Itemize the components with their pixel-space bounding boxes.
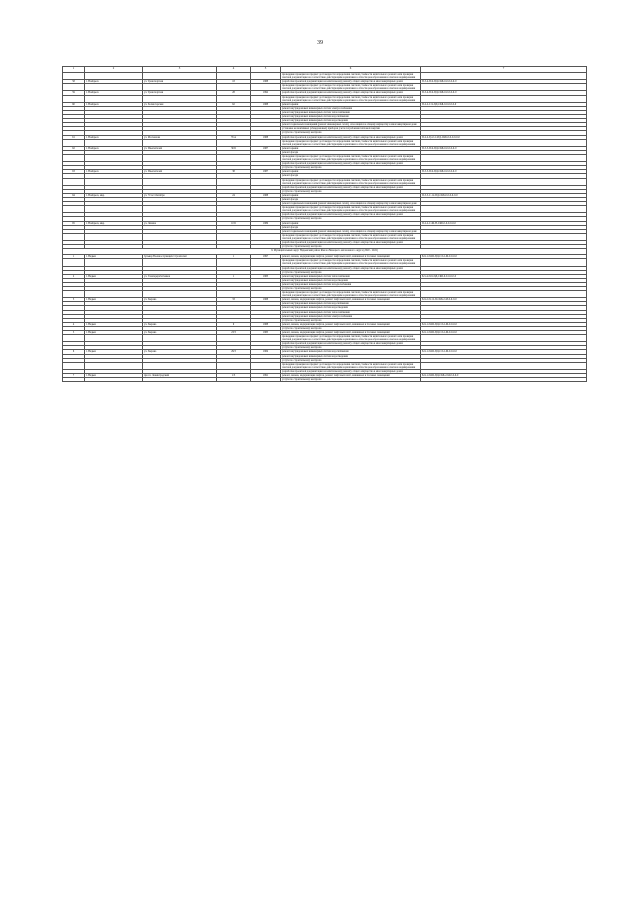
house-cell — [217, 178, 251, 185]
object-code-cell — [421, 154, 587, 161]
repair-program-table — [62, 66, 587, 382]
street-cell — [143, 84, 217, 91]
work-type-cell: проведение проверки на предмет достоверности определения сметной стоимости капитального ремонта или проверки сметной документации на соответствие действующим нормативам в области ценообразования в сметном нормировании — [281, 259, 421, 266]
work-type-cell: ремонт крыши — [281, 221, 421, 225]
column-number: 2 — [85, 67, 143, 73]
city-cell: г. Надым — [85, 274, 143, 278]
work-type-cell: ремонт фасада — [281, 225, 421, 229]
year-cell — [251, 95, 281, 102]
table-row — [63, 73, 587, 80]
year-cell: 1988 — [251, 102, 281, 106]
city-cell: г. Ноябрьск — [85, 80, 143, 84]
row-number: 58 — [63, 80, 85, 84]
work-type-cell: ремонт внутридомовых инженерных систем электроснабжения — [281, 106, 421, 110]
year-cell: 1997 — [251, 255, 281, 259]
work-type-cell: ремонт, замена, модернизация лифтов, ремонт лифтовых шахт, машинных и блочных помещений — [281, 374, 421, 378]
object-code-cell: П-2-2-С-9-ПД-СКБ-0-0-0-0-0-0 — [421, 102, 587, 106]
work-type-cell: услуги по строительному контролю — [281, 318, 421, 322]
work-type-cell: услуги по строительному контролю — [281, 189, 421, 193]
work-type-cell: ремонт, замена, модернизация лифтов, ремонт лифтовых шахт, машинных и блочных помещений — [281, 331, 421, 335]
object-code-cell: П-5-4-П-9-ПД-СКБ-0-0-0-0-0-0 — [421, 80, 587, 84]
street-cell — [143, 95, 217, 102]
work-type-cell: проведение проверки на предмет достоверности определения сметной стоимости капитального ремонта или проверки сметной документации на соответствие действующим нормативам в области ценообразования в сметном нормировании — [281, 154, 421, 161]
object-code-cell — [421, 206, 587, 213]
city-cell — [85, 291, 143, 298]
street-cell — [143, 291, 217, 298]
year-cell — [251, 73, 281, 80]
table-row — [63, 206, 587, 213]
table-row — [63, 178, 587, 185]
row-number: 2 — [63, 274, 85, 278]
street-cell: ул. Газоперерабатчиков — [143, 274, 217, 278]
street-cell: ул. Зверева — [143, 331, 217, 335]
table-row — [63, 154, 587, 161]
work-type-cell: услуги по строительному контролю — [281, 166, 421, 170]
street-cell: ул. Транспортная — [143, 91, 217, 95]
object-code-cell: Б-9-2-П-12-П-СКБ-2-М-0-0-0-0 — [421, 298, 587, 302]
city-cell: г. Ноябрьск — [85, 135, 143, 139]
row-number — [63, 178, 85, 185]
street-cell: ул. Транспортная — [143, 80, 217, 84]
work-type-cell: ремонт крыши — [281, 193, 421, 197]
work-type-cell: проведение проверки на предмет достоверности определения сметной стоимости капитального ремонта или проверки сметной документации на соответствие действующим нормативам в области ценообразования в сметном нормировании — [281, 73, 421, 80]
row-number: 1 — [63, 255, 85, 259]
work-type-cell: услуги по строительному контролю — [281, 358, 421, 362]
row-number — [63, 73, 85, 80]
year-cell: 1987 — [251, 170, 281, 174]
work-type-cell: ремонт, замена, модернизация лифтов, ремонт лифтовых шахт, машинных и блочных помещений — [281, 322, 421, 326]
street-cell — [143, 335, 217, 342]
house-cell — [217, 139, 251, 146]
house-cell: 1 — [217, 274, 251, 278]
street-cell — [143, 73, 217, 80]
house-cell — [217, 378, 251, 382]
year-cell — [251, 154, 281, 161]
work-type-cell: ремонт подвальных помещений (ремонт инженерных сетей), относящихся к общему имуществу в многоквартирном доме — [281, 202, 421, 206]
row-number — [63, 154, 85, 161]
row-number: 7 — [63, 374, 85, 378]
city-cell — [85, 259, 143, 266]
column-number: 6 — [281, 67, 421, 73]
house-cell: 29/3 — [217, 350, 251, 354]
city-cell — [85, 206, 143, 213]
table-row — [63, 84, 587, 91]
year-cell — [251, 178, 281, 185]
work-type-cell: проведение проверки на предмет достоверности определения сметной стоимости капитального ремонта или проверки сметной документации на соответствие действующим нормативам в области ценообразования в сметном нормировании — [281, 291, 421, 298]
work-type-cell: проведение проверки на предмет достоверности определения сметной стоимости капитального ремонта или проверки сметной документации на соответствие действующим нормативам в области ценообразования в сметном нормировании — [281, 335, 421, 342]
column-number: 7 — [421, 67, 587, 73]
street-cell: ул. Зверева — [143, 298, 217, 302]
table-row — [63, 291, 587, 298]
row-number — [63, 139, 85, 146]
city-cell — [85, 335, 143, 342]
work-type-cell: ремонт внутридомовых инженерных систем водоотведения — [281, 278, 421, 282]
city-cell: г. Надым — [85, 331, 143, 335]
house-cell: 23/3 — [217, 331, 251, 335]
row-number: 3 — [63, 298, 85, 302]
house-cell — [217, 95, 251, 102]
house-cell — [217, 362, 251, 369]
work-type-cell: разработка проектной документации на капитальному ремонту общего имущества в многоквартирных домах — [281, 91, 421, 95]
house-cell: 1 — [217, 255, 251, 259]
row-number: 6 — [63, 350, 85, 354]
street-cell — [143, 139, 217, 146]
work-type-cell: разработка проектной документации на капитальному ремонту общего имущества в многоквартирных домах — [281, 80, 421, 84]
year-cell: 1988 — [251, 80, 281, 84]
year-cell: 1992 — [251, 91, 281, 95]
work-type-cell: ремонт внутридомовых инженерных систем теплоснабжения — [281, 310, 421, 314]
house-cell: 18 — [217, 80, 251, 84]
street-cell: ул. Ленина — [143, 221, 217, 225]
house-cell: 1/3 — [217, 374, 251, 378]
work-type-cell: проведение проверки на предмет достоверности определения сметной стоимости капитального ремонта или проверки сметной документации на соответствие действующим нормативам в области ценообразования в сметном нормировании — [281, 95, 421, 102]
work-type-cell: проведение проверки на предмет достоверности определения сметной стоимости капитального ремонта или проверки сметной документации на соответствие действующим нормативам в области ценообразования в сметном нормировании — [281, 178, 421, 185]
table-row — [63, 378, 587, 382]
street-cell: ул. Зверева — [143, 322, 217, 326]
column-number: 3 — [143, 67, 217, 73]
work-type-cell: проведение проверки на предмет достоверности определения сметной стоимости капитального ремонта или проверки сметной документации на соответствие действующим нормативам в области ценообразования в сметном нормировании — [281, 362, 421, 369]
city-cell: г. Ноябрьск — [85, 102, 143, 106]
work-type-cell: проведение проверки на предмет достоверности определения сметной стоимости капитального ремонта или проверки сметной документации на соответствие действующим нормативам в области ценообразования в сметном нормировании — [281, 84, 421, 91]
row-number: 4 — [63, 322, 85, 326]
work-type-cell: услуги по строительному контролю — [281, 131, 421, 135]
object-code-cell: Б-5-4-П-9-ПД-СКБ-0-0-0-0-0-0 — [421, 274, 587, 278]
table-row — [63, 139, 587, 146]
work-type-cell: ремонт фасада — [281, 198, 421, 202]
year-cell: 1984 — [251, 350, 281, 354]
year-cell — [251, 291, 281, 298]
year-cell: 1991 — [251, 374, 281, 378]
year-cell — [251, 206, 281, 213]
year-cell: 1988 — [251, 322, 281, 326]
street-cell: просп. Ленинградский — [143, 374, 217, 378]
street-cell — [143, 233, 217, 240]
house-cell: 10 Б — [217, 221, 251, 225]
work-type-cell: ремонт крыши — [281, 102, 421, 106]
city-cell — [85, 178, 143, 185]
work-type-cell: установка коллективных (общедомовых) приборов учета потребления тепловой энергии — [281, 127, 421, 131]
house-cell — [217, 84, 251, 91]
row-number — [63, 95, 85, 102]
city-cell: г. Ноябрьск, мкр. — [85, 221, 143, 225]
object-code-cell: Б-9-1-П-Ш-ПД-СКБ-2-М-0-0-0-0 — [421, 374, 587, 378]
table-row — [63, 259, 587, 266]
work-type-cell: услуги по строительному контролю — [281, 346, 421, 350]
work-type-cell: разработка проектной документации на капитальному ремонту общего имущества в многоквартирных домах — [281, 342, 421, 346]
work-type-cell: ремонт внутридомовых инженерных систем теплоснабжения — [281, 110, 421, 114]
city-cell: г. Надым — [85, 374, 143, 378]
object-code-cell: П-5-5-П-9-ПД-СКБ-0-0-0-0-0-0 — [421, 170, 587, 174]
work-type-cell: ремонт внутридомовых инженерных систем водоснабжения — [281, 115, 421, 119]
table-body — [63, 67, 587, 382]
row-number: 62 — [63, 146, 85, 150]
section-title: 9. Муниципальный округ Надымский район Ямало-Ненецкого автономного округа (2020 - 2022) — [63, 249, 587, 255]
column-number: 4 — [217, 67, 251, 73]
work-type-cell: услуги по строительному контролю — [281, 217, 421, 221]
object-code-cell: П-5-4-П-9-ПД-СКБ-0-0-0-0-0-0 — [421, 91, 587, 95]
work-type-cell: ремонт крыши — [281, 170, 421, 174]
work-type-cell: проведение проверки на предмет достоверности определения сметной стоимости капитального ремонта или проверки сметной документации на соответствие действующим нормативам в области ценообразования в сметном нормировании — [281, 206, 421, 213]
work-type-cell: ремонт внутридомовых инженерных систем водоотведения — [281, 354, 421, 358]
street-cell — [143, 206, 217, 213]
table-row — [63, 362, 587, 369]
house-cell: 62 — [217, 102, 251, 106]
street-cell — [143, 362, 217, 369]
object-code-cell — [421, 378, 587, 382]
work-type-cell: проведение проверки на предмет достоверности определения сметной стоимости капитального ремонта или проверки сметной документации на соответствие действующим нормативам в области ценообразования в сметном нормировании — [281, 139, 421, 146]
city-cell: г. Ноябрьск — [85, 146, 143, 150]
house-cell — [217, 233, 251, 240]
city-cell: г. Надым — [85, 322, 143, 326]
work-type-cell: разработка проектной документации на капитальному ремонту общего имущества в многоквартирных домах — [281, 135, 421, 139]
city-cell: г. Ноябрьск, мкр. — [85, 193, 143, 197]
city-cell: г. Ноябрьск — [85, 170, 143, 174]
row-number — [63, 362, 85, 369]
page-number: 39 — [317, 40, 323, 46]
work-type-cell: разработка проектной документации на капитальному ремонту общего имущества в многоквартирных домах — [281, 266, 421, 270]
work-type-cell: ремонт, замена, модернизация лифтов, ремонт лифтовых шахт, машинных и блочных помещений — [281, 255, 421, 259]
object-code-cell — [421, 178, 587, 185]
row-number — [63, 206, 85, 213]
house-cell: 36 Б — [217, 146, 251, 150]
table-row — [63, 335, 587, 342]
city-cell: г. Надым — [85, 255, 143, 259]
object-code-cell — [421, 139, 587, 146]
work-type-cell: разработка проектной документации на капитальному ремонту общего имущества в многоквартирных домах — [281, 241, 421, 245]
city-cell — [85, 73, 143, 80]
year-cell: 1989 — [251, 221, 281, 225]
street-cell: ул. Молчанова — [143, 135, 217, 139]
year-cell: 1987 — [251, 146, 281, 150]
house-cell: 24 — [217, 193, 251, 197]
work-type-cell: услуги по строительному контролю — [281, 245, 421, 249]
house-cell — [217, 291, 251, 298]
work-type-cell: услуги по строительному контролю — [281, 378, 421, 382]
year-cell — [251, 233, 281, 240]
work-type-cell: ремонт внутридомовых инженерных систем теплоснабжения — [281, 274, 421, 278]
work-type-cell: разработка проектной документации на капитальному ремонту общего имущества в многоквартирных домах — [281, 185, 421, 189]
house-cell: 38 — [217, 170, 251, 174]
year-cell — [251, 378, 281, 382]
city-cell — [85, 378, 143, 382]
year-cell — [251, 84, 281, 91]
row-number: 5 — [63, 331, 85, 335]
object-code-cell — [421, 233, 587, 240]
house-cell: 76 А — [217, 135, 251, 139]
column-number: 1 — [63, 67, 85, 73]
house-cell: 28 — [217, 91, 251, 95]
row-number — [63, 84, 85, 91]
street-cell: ул. 70 лет Октября — [143, 193, 217, 197]
work-type-cell: услуги по строительному контролю — [281, 286, 421, 290]
object-code-cell: Б-9-1-П-Ш-ПД-СЛ-2-М-0-0-0-0 — [421, 331, 587, 335]
year-cell: 1985 — [251, 331, 281, 335]
work-type-cell: услуги по строительному контролю — [281, 270, 421, 274]
row-number — [63, 259, 85, 266]
city-cell — [85, 84, 143, 91]
object-code-cell — [421, 362, 587, 369]
house-cell — [217, 73, 251, 80]
street-cell — [143, 378, 217, 382]
work-type-cell: ремонт внутридомовых инженерных систем водоотведения — [281, 306, 421, 310]
object-code-cell: П-5-5-П-9-ПД-СКБ-0-0-0-0-0-0 — [421, 146, 587, 150]
house-cell — [217, 206, 251, 213]
city-cell — [85, 362, 143, 369]
work-type-cell: ремонт внутридомовых инженерных систем водоснабжения — [281, 350, 421, 354]
city-cell — [85, 154, 143, 161]
work-type-cell: ремонт внутридомовых инженерных систем холодоснабжения — [281, 282, 421, 286]
work-type-cell: ремонт внутридомовых инженерных систем водоотведения — [281, 119, 421, 123]
city-cell: г. Ноябрьск — [85, 91, 143, 95]
row-number: 61 — [63, 135, 85, 139]
object-code-cell — [421, 95, 587, 102]
work-type-cell: ремонт подвальных помещений (ремонт инженерных сетей), относящихся к общему имуществу в многоквартирном доме — [281, 123, 421, 127]
street-cell: ул. Зверева — [143, 350, 217, 354]
work-type-cell: разработка проектной документации на капитальному ремонту общего имущества в многоквартирных домах — [281, 213, 421, 217]
row-number: 64 — [63, 193, 85, 197]
row-number — [63, 378, 85, 382]
object-code-cell — [421, 335, 587, 342]
row-number: 60 — [63, 102, 85, 106]
house-cell — [217, 335, 251, 342]
year-cell: 1988 — [251, 298, 281, 302]
street-cell — [143, 178, 217, 185]
object-code-cell: Б-9-1-П-Ш-ПД-СЛ-2-М-0-0-0-0 — [421, 350, 587, 354]
year-cell — [251, 362, 281, 369]
house-cell: 9 — [217, 322, 251, 326]
row-number — [63, 291, 85, 298]
house-cell — [217, 154, 251, 161]
work-type-cell: ремонт фасада — [281, 174, 421, 178]
street-cell: бульвар Военнослужащих Строителей — [143, 255, 217, 259]
city-cell — [85, 233, 143, 240]
table-row — [63, 95, 587, 102]
work-type-cell: ремонт, замена, модернизация лифтов, ремонт лифтовых шахт, машинных и блочных помещений — [281, 298, 421, 302]
row-number: 65 — [63, 221, 85, 225]
object-code-cell — [421, 291, 587, 298]
street-cell — [143, 154, 217, 161]
year-cell: 1988 — [251, 193, 281, 197]
house-cell — [217, 259, 251, 266]
city-cell — [85, 139, 143, 146]
year-cell — [251, 335, 281, 342]
work-type-cell: ремонт внутридомовых инженерных систем водоснабжения — [281, 302, 421, 306]
work-type-cell: ремонт крыши — [281, 146, 421, 150]
work-type-cell: проведение проверки на предмет достоверности определения сметной стоимости капитального ремонта или проверки сметной документации на соответствие действующим нормативам в области ценообразования в сметном нормировании — [281, 233, 421, 240]
street-cell: ул. Холмогорская — [143, 102, 217, 106]
house-cell: 33 — [217, 298, 251, 302]
row-number — [63, 233, 85, 240]
year-cell — [251, 139, 281, 146]
city-cell: г. Надым — [85, 298, 143, 302]
city-cell: г. Надым — [85, 350, 143, 354]
work-type-cell: ремонт внутридомовых инженерных систем электроснабжения — [281, 314, 421, 318]
object-code-cell: Б-9-1-П-Ш-ПД-СЛ-2-М-0-0-0-0 — [421, 255, 587, 259]
row-number — [63, 335, 85, 342]
year-cell: 1988 — [251, 135, 281, 139]
object-code-cell — [421, 259, 587, 266]
work-type-cell: разработка проектной документации на капитальному ремонту общего имущества в многоквартирных домах — [281, 162, 421, 166]
work-type-cell: разработка проектной документации на капитальному ремонту общего имущества в многоквартирных домах — [281, 369, 421, 373]
column-number: 5 — [251, 67, 281, 73]
year-cell — [251, 259, 281, 266]
street-cell — [143, 259, 217, 266]
object-code-cell: Б-9-1-П-Ш-ПД-СЛ-2-М-0-0-0-0 — [421, 322, 587, 326]
row-number: 59 — [63, 91, 85, 95]
street-cell: ул. Изыскателей — [143, 146, 217, 150]
row-number: 63 — [63, 170, 85, 174]
object-code-cell: П-2-2-Гр-0-С-ПД-СКБ-0-0-0-0-0-0 — [421, 135, 587, 139]
object-code-cell: П-2-2-С-Ш-Н-СКБ-0-0-0-0-0-0 — [421, 221, 587, 225]
object-code-cell — [421, 84, 587, 91]
work-type-cell: услуги по строительному контролю — [281, 326, 421, 330]
work-type-cell: ремонт подвальных помещений (ремонт инженерных сетей), относящихся к общему имуществу в многоквартирном доме — [281, 229, 421, 233]
city-cell — [85, 95, 143, 102]
object-code-cell: П-5-5-С-12-ПД-СКБ-0-0-0-0-0-0 — [421, 193, 587, 197]
work-type-cell: ремонт фасада — [281, 150, 421, 154]
table-row — [63, 233, 587, 240]
object-code-cell — [421, 73, 587, 80]
year-cell: 1983 — [251, 274, 281, 278]
street-cell: ул. Изыскателей — [143, 170, 217, 174]
